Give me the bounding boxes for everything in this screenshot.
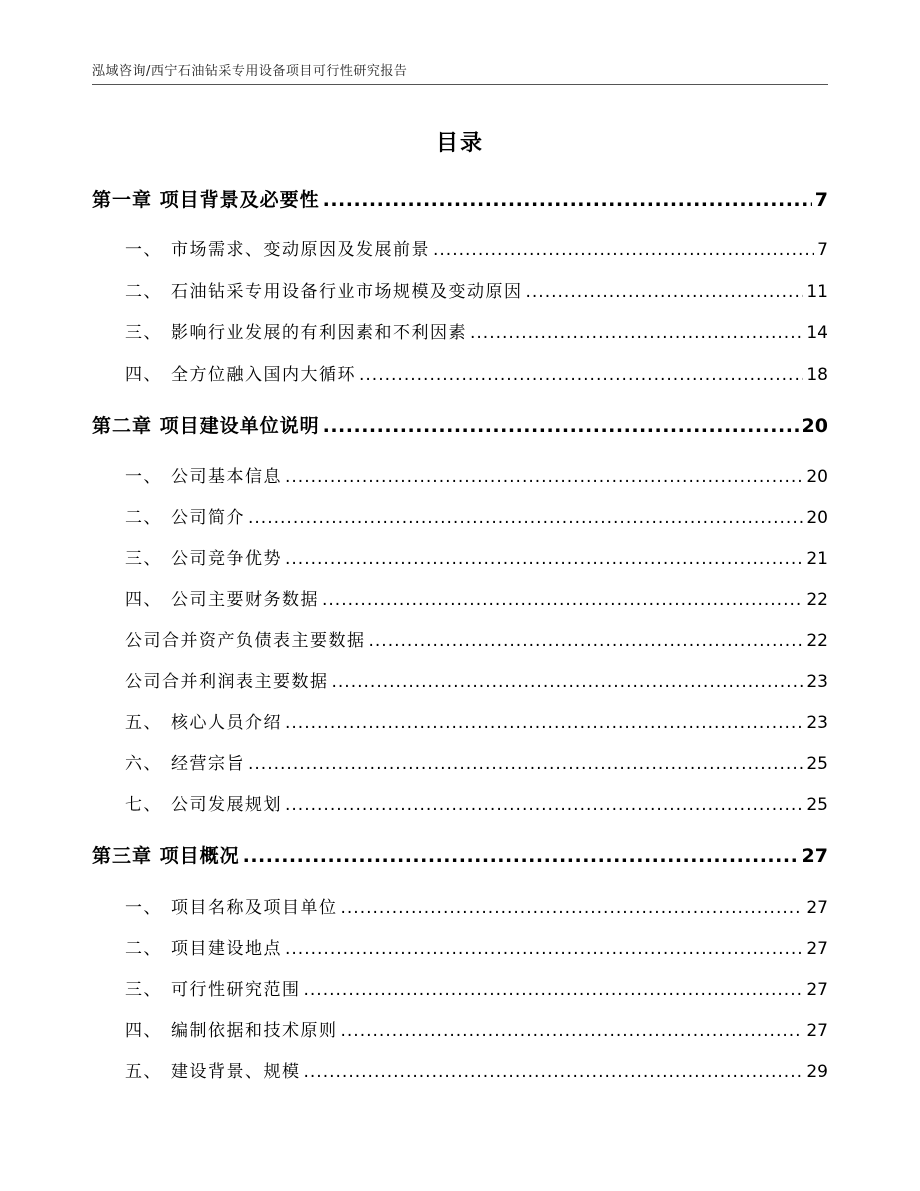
- toc-entry-number: 五、: [125, 1062, 162, 1082]
- toc-entry[interactable]: [125, 895, 828, 921]
- dot-leader: [285, 710, 803, 736]
- toc-page-number: 22: [806, 631, 828, 651]
- toc-entry-text: 公司合并资产负债表主要数据: [125, 631, 366, 651]
- dot-leader: [470, 320, 803, 346]
- dot-leader: [433, 237, 814, 263]
- toc-entry-text: 公司合并利润表主要数据: [125, 672, 329, 692]
- toc-entry-text: 建设背景、规模: [171, 1062, 301, 1082]
- toc-entry-number: 三、: [125, 323, 162, 343]
- toc-entry-number: 四、: [125, 590, 162, 610]
- dot-leader: [248, 505, 803, 531]
- toc-entry-text: 编制依据和技术原则: [171, 1021, 338, 1041]
- toc-entry-text: 项目建设地点: [171, 939, 282, 959]
- toc-entry[interactable]: [125, 1018, 828, 1044]
- dot-leader: [359, 362, 803, 388]
- toc-entry-text: 公司基本信息: [171, 467, 282, 487]
- toc-entry[interactable]: [125, 505, 828, 531]
- toc-page-number: 27: [806, 1021, 828, 1041]
- toc-entry[interactable]: [125, 587, 828, 613]
- running-header: 泓域咨询/西宁石油钻采专用设备项目可行性研究报告: [92, 64, 408, 79]
- dot-leader: [341, 1018, 804, 1044]
- toc-page-number: 20: [806, 508, 828, 528]
- toc-entry-number: 一、: [125, 898, 162, 918]
- toc-entry[interactable]: [125, 628, 828, 654]
- toc-entry[interactable]: [125, 464, 828, 490]
- dot-leader: [243, 843, 799, 869]
- dot-leader: [248, 751, 803, 777]
- toc-page-number: 22: [806, 590, 828, 610]
- dot-leader: [304, 977, 804, 1003]
- toc-entry-number: 一、: [125, 467, 162, 487]
- toc-entry-number: 一、: [125, 240, 162, 260]
- toc-entry[interactable]: [125, 320, 828, 346]
- toc-entry-text: 影响行业发展的有利因素和不利因素: [171, 323, 467, 343]
- toc-entry[interactable]: [125, 751, 828, 777]
- toc-entry[interactable]: [125, 237, 828, 263]
- toc-entry-text: 公司简介: [171, 508, 245, 528]
- toc-entry-text: 第二章 项目建设单位说明: [92, 415, 320, 437]
- toc-entry[interactable]: [125, 936, 828, 962]
- toc-entry-text: 第一章 项目背景及必要性: [92, 189, 320, 211]
- toc-entry-text: 市场需求、变动原因及发展前景: [171, 240, 430, 260]
- toc-entry-text: 全方位融入国内大循环: [171, 365, 356, 385]
- header-rule: [92, 84, 828, 85]
- toc-chapter-2[interactable]: [92, 413, 828, 439]
- dot-leader: [285, 936, 803, 962]
- dot-leader: [323, 187, 812, 213]
- toc-chapter-1[interactable]: [92, 187, 828, 213]
- toc-entry[interactable]: [125, 977, 828, 1003]
- toc-page-number: 21: [806, 549, 828, 569]
- dot-leader: [285, 792, 803, 818]
- dot-leader: [332, 669, 804, 695]
- dot-leader: [341, 895, 804, 921]
- toc-entry[interactable]: [125, 546, 828, 572]
- toc-entry-number: 二、: [125, 508, 162, 528]
- toc-entry-text: 可行性研究范围: [171, 980, 301, 1000]
- toc-page-number: 23: [806, 672, 828, 692]
- toc-entry[interactable]: [125, 279, 828, 305]
- dot-leader: [323, 413, 799, 439]
- toc-entry-number: 四、: [125, 1021, 162, 1041]
- toc-page-number: 11: [806, 282, 828, 302]
- dot-leader: [526, 279, 804, 305]
- toc-chapter-3[interactable]: [92, 843, 828, 869]
- toc-entry-text: 项目名称及项目单位: [171, 898, 338, 918]
- toc-page-number: 25: [806, 795, 828, 815]
- toc-entry-number: 三、: [125, 980, 162, 1000]
- toc-page-number: 27: [806, 939, 828, 959]
- dot-leader: [285, 546, 803, 572]
- toc-entry[interactable]: [125, 710, 828, 736]
- toc-entry-number: 二、: [125, 282, 162, 302]
- toc-entry[interactable]: [125, 669, 828, 695]
- toc-page-number: 14: [806, 323, 828, 343]
- toc-entry[interactable]: [125, 792, 828, 818]
- toc-entry-text: 公司竞争优势: [171, 549, 282, 569]
- toc-entry[interactable]: [125, 1059, 828, 1085]
- toc-page-number: 7: [817, 240, 828, 260]
- toc-entry-number: 三、: [125, 549, 162, 569]
- toc-entry-number: 五、: [125, 713, 162, 733]
- toc-page-number: 20: [806, 467, 828, 487]
- dot-leader: [285, 464, 803, 490]
- dot-leader: [369, 628, 804, 654]
- toc-entry-text: 经营宗旨: [171, 754, 245, 774]
- toc-entry-text: 石油钻采专用设备行业市场规模及变动原因: [171, 282, 523, 302]
- toc-entry-number: 二、: [125, 939, 162, 959]
- dot-leader: [304, 1059, 804, 1085]
- toc-entry-text: 核心人员介绍: [171, 713, 282, 733]
- toc-title: 目录: [435, 131, 484, 156]
- toc-page-number: 7: [814, 189, 828, 211]
- toc-entry-number: 六、: [125, 754, 162, 774]
- toc-page-number: 29: [806, 1062, 828, 1082]
- toc-entry[interactable]: [125, 362, 828, 388]
- toc-page-number: 18: [806, 365, 828, 385]
- toc-page-number: 23: [806, 713, 828, 733]
- toc-page-number: 25: [806, 754, 828, 774]
- toc-page-number: 27: [801, 845, 828, 867]
- toc-entry-text: 第三章 项目概况: [92, 845, 240, 867]
- toc-entry-number: 七、: [125, 795, 162, 815]
- toc-page-number: 27: [806, 898, 828, 918]
- toc-entry-text: 公司主要财务数据: [171, 590, 319, 610]
- toc-page-number: 27: [806, 980, 828, 1000]
- toc-page-number: 20: [801, 415, 828, 437]
- dot-leader: [322, 587, 803, 613]
- toc-entry-number: 四、: [125, 365, 162, 385]
- toc-entry-text: 公司发展规划: [171, 795, 282, 815]
